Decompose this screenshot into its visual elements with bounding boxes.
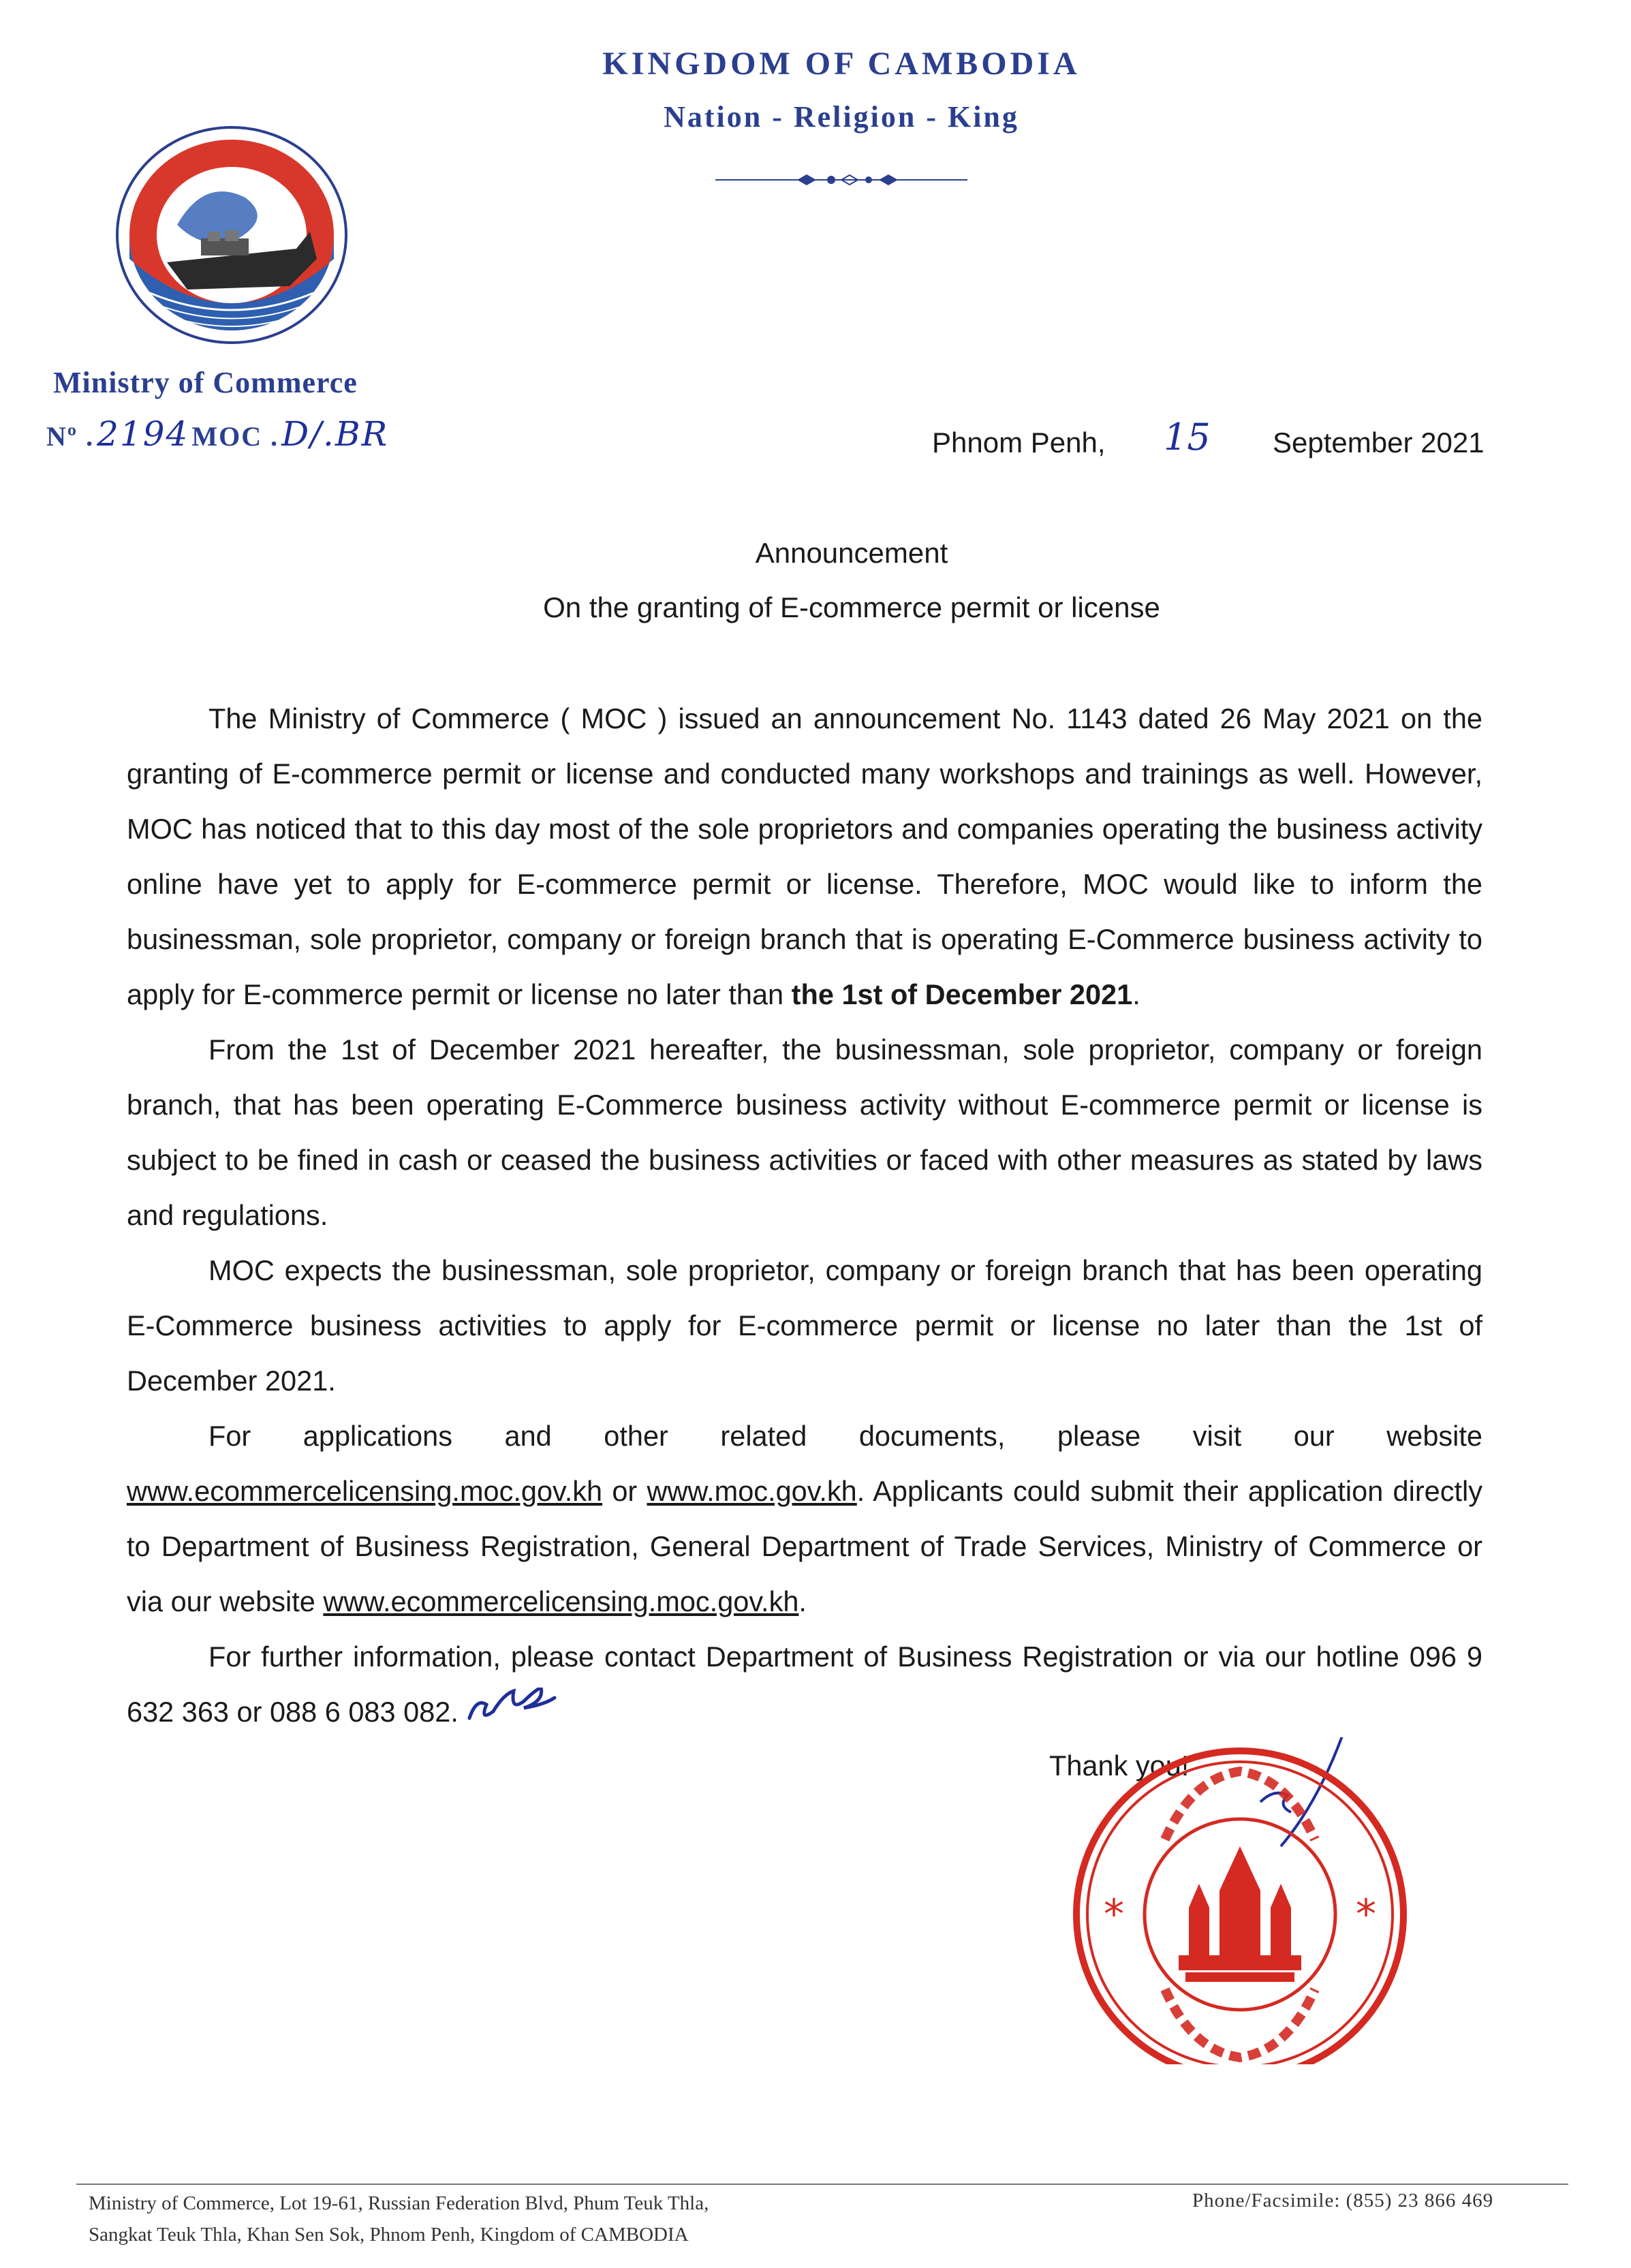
paragraph-5: [127, 1629, 1482, 1739]
svg-text:*: *: [1356, 1891, 1376, 1938]
kingdom-heading: KINGDOM OF CAMBODIA: [602, 46, 1081, 82]
paragraph-1: [127, 691, 1482, 1022]
paragraph-4: [127, 1408, 1482, 1629]
footer-address-line-2: Sangkat Teuk Thla, Khan Sen Sok, Phnom Penh, Kingdom of CAMBODIA: [89, 2224, 689, 2246]
announcement-subtitle: On the granting of E-commerce permit or license: [543, 591, 1160, 623]
footer-address-line-1: Ministry of Commerce, Lot 19-61, Russian Federation Blvd, Phum Teuk Thla,: [89, 2192, 709, 2214]
date-city: Phnom Penh,: [932, 426, 1106, 459]
paragraph-4-middle: . Applicants could submit their application directly to Department of Business Registration, General Department of Trade Services, Ministry of Commerce or via our website: [127, 1475, 1483, 1617]
paragraph-5-text: For further information, please contact Department of Business Registration or via our hotline 096 9 632 363 or 088 6 083 082.: [127, 1641, 1482, 1728]
announcement-body: [127, 691, 1482, 1739]
national-motto: Nation - Religion - King: [664, 100, 1019, 134]
paragraph-4-end: .: [798, 1585, 807, 1617]
ref-middle: MOC .: [191, 421, 279, 452]
paragraph-3: MOC expects the businessman, sole proprietor, company or foreign branch that has been operating E-Commerce business activities to apply for E-commerce permit or license no later than the 1st of December 2021.: [127, 1254, 1482, 1397]
footer-phone: Phone/Facsimile: (855) 23 866 469: [1192, 2190, 1494, 2211]
official-seal-icon: [1063, 1737, 1417, 2064]
deadline-bold: the 1st of December 2021: [791, 978, 1133, 1010]
ref-number-handwritten: 2194: [97, 414, 189, 454]
paragraph-1-end: .: [1132, 978, 1140, 1010]
ornament-divider-icon: [715, 172, 967, 188]
ref-prefix: Nº .: [46, 421, 95, 452]
ministry-emblem-icon: [112, 123, 351, 347]
date-day-handwritten: 15: [1164, 416, 1211, 459]
paragraph-1-text: The Ministry of Commerce ( MOC ) issued an announcement No. 1143 dated 26 May 2021 on the granting of E-commerce permit or license and conducted many workshops and trainings as well. However, MOC has noticed that to this day most of the sole proprietors and companies operating the business activity online have yet to apply for E-commerce permit or license. Therefore, MOC would like to inform the businessman, sole proprietor, company or foreign branch that is operating E-Commerce business activity to apply for E-commerce permit or license no later than: [127, 702, 1482, 1010]
dateline: [932, 416, 1504, 465]
paragraph-2: From the 1st of December 2021 hereafter, the businessman, sole proprietor, company or foreign branch, that has been operating E-Commerce business activity without E-commerce permit or license is subject to be fined in cash or ceased the business activities or faced with other measures as stated by laws and regulations.: [127, 1034, 1482, 1231]
reference-number: [46, 414, 388, 454]
paragraph-4-lead: For applications and other related documents, please visit our website: [208, 1420, 1482, 1452]
ministry-name: Ministry of Commerce: [53, 366, 358, 399]
signature-stroke-icon: [1281, 1737, 1349, 1846]
paragraph-4-or: or: [612, 1475, 638, 1507]
footer-divider: [76, 2184, 1568, 2185]
website-link-ecommercelicensing-2[interactable]: www.ecommercelicensing.moc.gov.kh: [323, 1585, 799, 1617]
initials-signature-icon: [463, 1688, 565, 1728]
website-link-moc[interactable]: www.moc.gov.kh: [647, 1475, 857, 1507]
ref-suffix-handwritten: D/.BR: [281, 414, 389, 454]
svg-text:*: *: [1104, 1891, 1124, 1938]
announcement-title: Announcement: [755, 537, 948, 569]
date-month-year: September 2021: [1273, 426, 1485, 459]
website-link-ecommercelicensing[interactable]: www.ecommercelicensing.moc.gov.kh: [127, 1475, 603, 1507]
closing-thank-you: Thank you!: [1049, 1750, 1190, 1782]
